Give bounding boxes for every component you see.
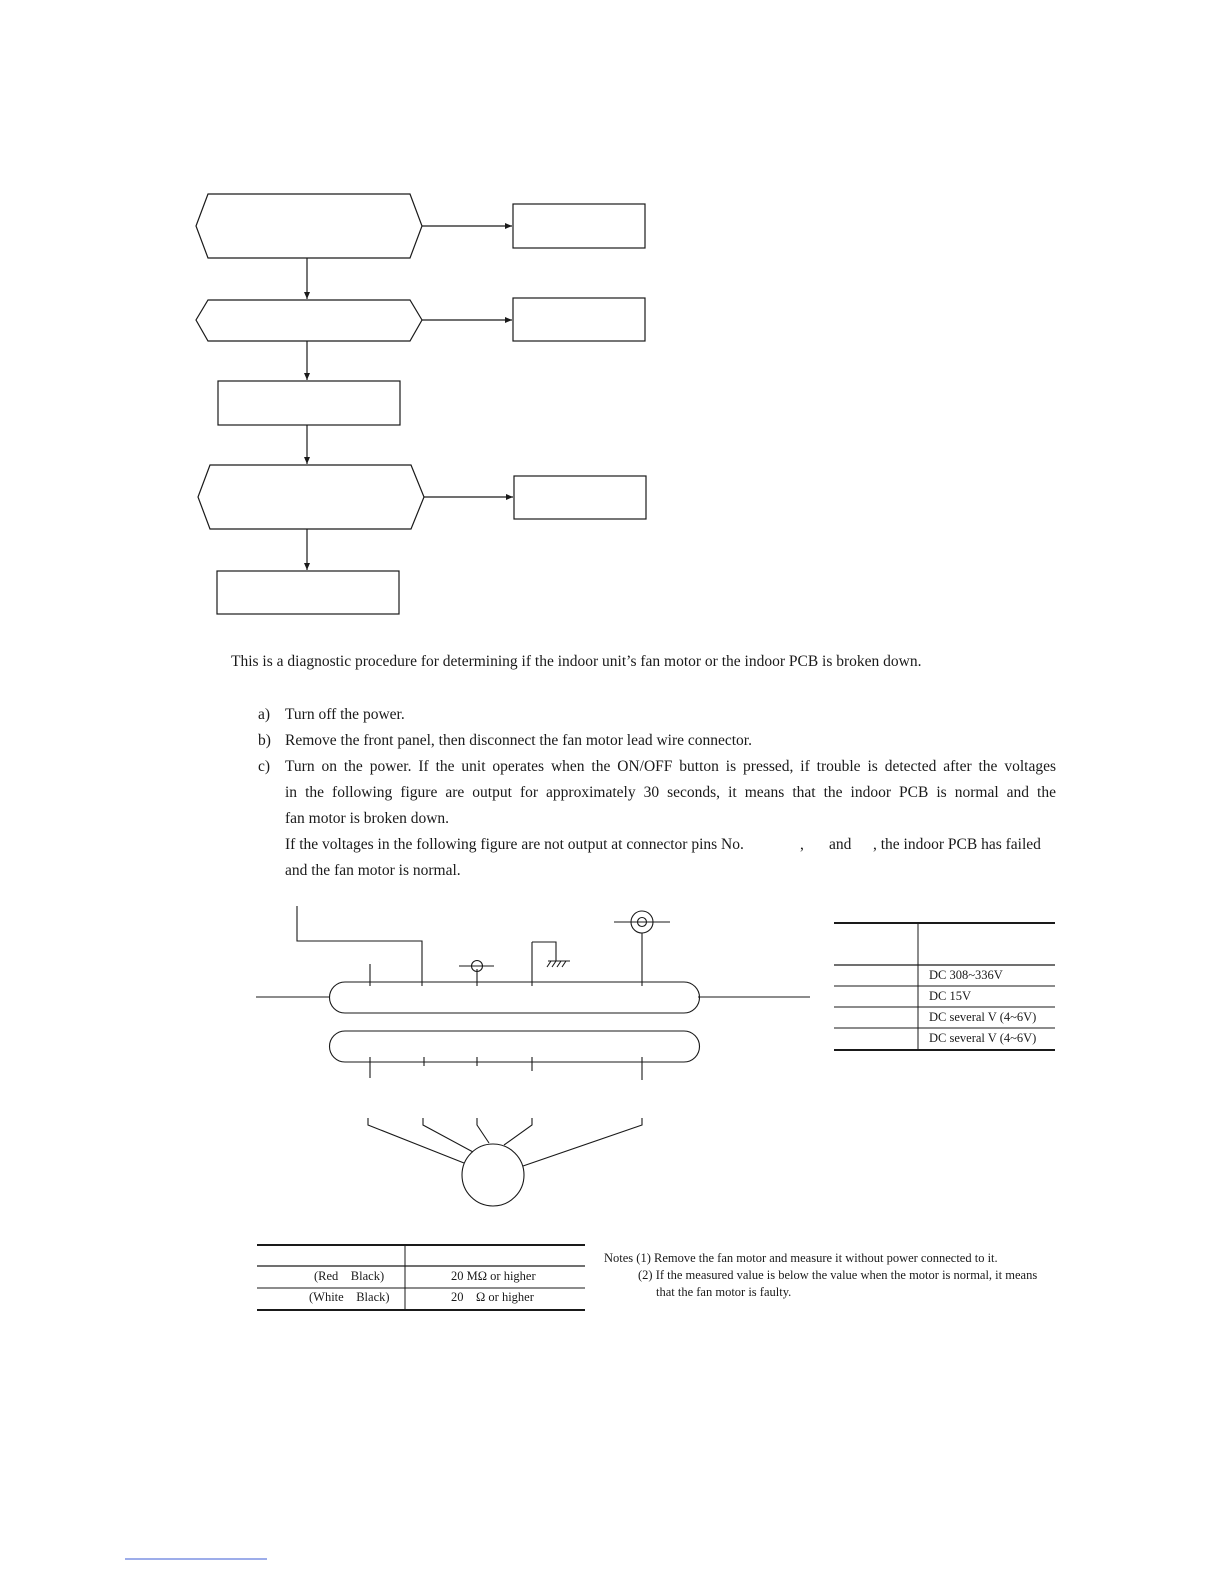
- intro-paragraph: This is a diagnostic procedure for determining if the indoor unit’s fan motor or the indoor PCB is broken down.: [231, 653, 922, 670]
- step-c-line-1: Turn on the power. If the unit operates when the ON/OFF button is pressed, if trouble is detected after the voltages: [285, 758, 1056, 775]
- resistance-pair-1: (Red Black): [314, 1269, 385, 1283]
- resistance-value-1: 20 MΩ or higher: [451, 1269, 536, 1283]
- step-c-line-3: fan motor is broken down.: [285, 810, 450, 827]
- step-a-text: Turn off the power.: [285, 706, 405, 723]
- result-box-3: [514, 476, 646, 519]
- note-3: that the fan motor is faulty.: [656, 1285, 792, 1299]
- step-c-second-comma: ,: [800, 836, 804, 853]
- fan-motor-symbol: [462, 1144, 524, 1206]
- result-box-1: [513, 204, 645, 248]
- note-2: (2) If the measured value is below the value when the motor is normal, it means: [638, 1268, 1038, 1282]
- voltage-cell-2: DC 15V: [929, 989, 972, 1003]
- note-1: Notes (1) Remove the fan motor and measure it without power connected to it.: [604, 1251, 998, 1265]
- decision-box-1: [196, 194, 422, 258]
- upper-connector: [330, 982, 700, 1013]
- wiring-diagram: [256, 906, 810, 1206]
- step-a-label: a): [258, 706, 271, 723]
- pcb-lead-wire: [297, 906, 422, 986]
- voltage-cell-4: DC several V (4~6V): [929, 1031, 1037, 1045]
- lower-connector: [330, 1031, 700, 1062]
- process-box-1: [218, 381, 400, 425]
- decision-box-3: [198, 465, 424, 529]
- step-c-line-2: in the following figure are output for approximately 30 seconds, it means that the indoor PCB is normal and the: [285, 784, 1056, 801]
- step-c-second-part2: , the indoor PCB has failed: [873, 836, 1041, 853]
- flowchart: [196, 194, 646, 614]
- voltage-cell-1: DC 308~336V: [929, 968, 1003, 982]
- step-b-label: b): [258, 732, 271, 749]
- step-c-second-and: and: [829, 836, 852, 853]
- resistance-pair-2: (White Black): [309, 1290, 390, 1304]
- ground-wire: [532, 942, 556, 961]
- process-box-2: [217, 571, 399, 614]
- voltage-cell-3: DC several V (4~6V): [929, 1010, 1037, 1024]
- resistance-value-2: 20 Ω or higher: [451, 1290, 534, 1304]
- step-c-label: c): [258, 758, 271, 775]
- step-b-text: Remove the front panel, then disconnect the fan motor lead wire connector.: [285, 732, 752, 749]
- step-c-second-part1: If the voltages in the following figure are not output at connector pins No.: [285, 836, 744, 853]
- decision-box-2: [196, 300, 422, 341]
- step-c-second-line2: and the fan motor is normal.: [285, 862, 461, 879]
- result-box-2: [513, 298, 645, 341]
